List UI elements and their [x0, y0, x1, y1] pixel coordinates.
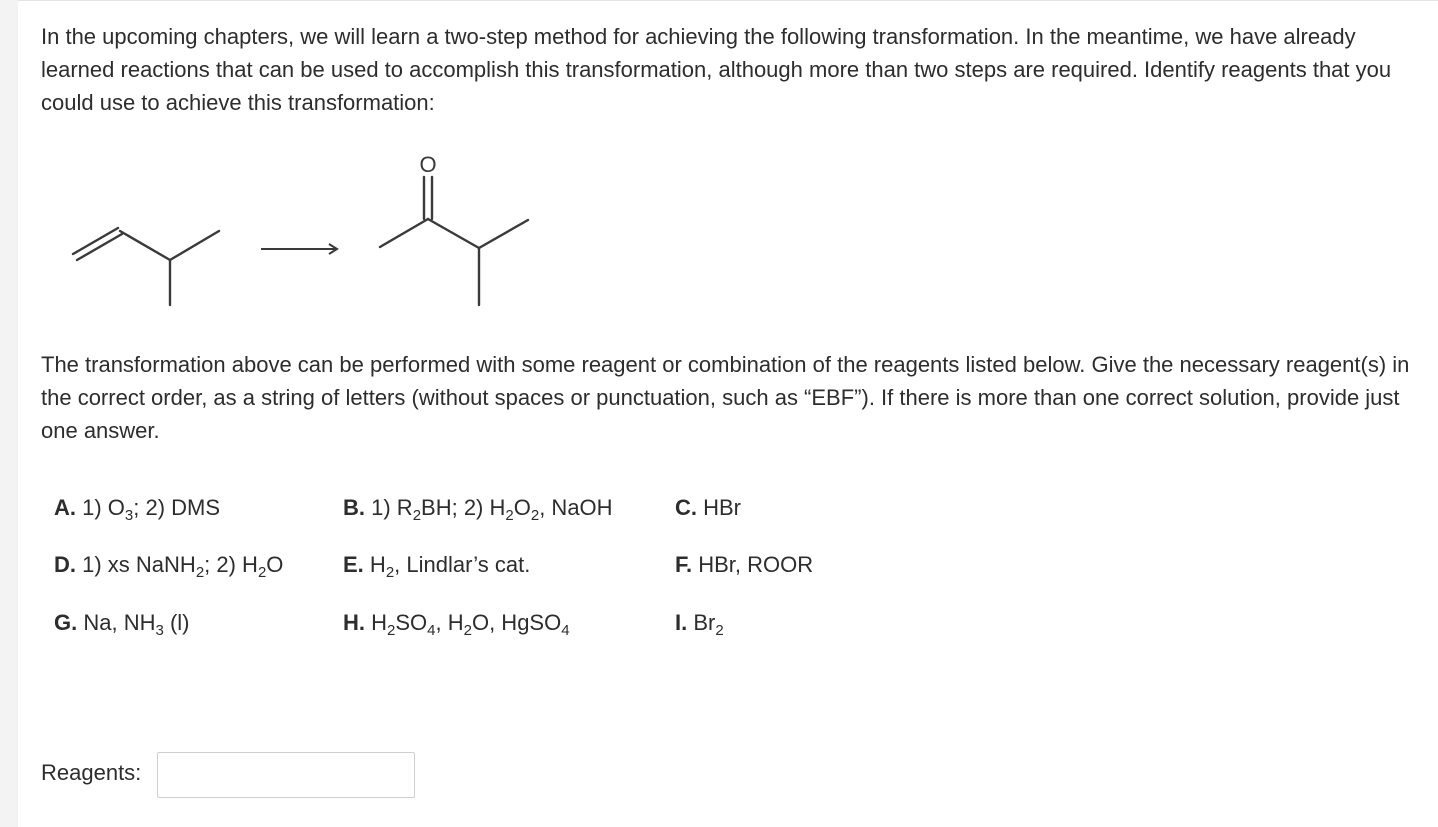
reagent-text: HBr, ROOR	[698, 552, 814, 577]
reagent-text: ; 2) DMS	[133, 495, 221, 520]
reagent-subscript: 2	[195, 564, 205, 581]
reagent-subscript: 3	[124, 507, 134, 524]
reagent-subscript: 2	[387, 622, 396, 639]
reagent-text: , Lindlar’s cat.	[394, 552, 531, 577]
reactant-structure	[73, 228, 219, 305]
product-bond-carbonyl-ch	[428, 219, 479, 248]
reagent-letter: I.	[675, 610, 688, 635]
reagent-text: Na, NH	[83, 610, 156, 635]
reagent-text: 1) R	[371, 495, 413, 520]
reaction-scheme	[48, 149, 548, 311]
reagent-text: Br	[693, 610, 716, 635]
reagent-option	[343, 608, 570, 638]
reagent-letter: D.	[54, 552, 76, 577]
reactant-bond-ch-methyl	[170, 231, 219, 260]
product-bond-methyl-carbonyl	[380, 219, 428, 247]
reagent-subscript: 2	[505, 507, 514, 524]
reagent-text: , NaOH	[539, 495, 613, 520]
reagent-letter: H.	[343, 610, 365, 635]
question-panel	[18, 0, 1438, 827]
reagent-text: O	[266, 552, 284, 577]
reagent-subscript: 4	[561, 622, 570, 639]
reagent-text: SO	[395, 610, 428, 635]
reagent-text: (l)	[163, 610, 190, 635]
reagent-option	[343, 493, 613, 523]
question-intro: In the upcoming chapters, we will learn a two-step method for achieving the following transformation. In the meantime, we have already learned reactions that can be used to accomplish this transformation, although more than two steps are required. Identify reagents that you could use to achieve this transformation:	[41, 24, 1392, 115]
reagent-text: BH; 2) H	[421, 495, 506, 520]
reagent-letter: G.	[54, 610, 78, 635]
product-structure	[380, 177, 528, 305]
reagent-subscript: 2	[385, 564, 395, 581]
reagent-letter: E.	[343, 552, 364, 577]
reagent-text: , H	[435, 610, 464, 635]
reagent-letter: B.	[343, 495, 365, 520]
reagent-text: O, HgSO	[471, 610, 562, 635]
reagent-option	[54, 493, 220, 523]
reagent-text: H	[369, 552, 386, 577]
reagents-input[interactable]	[157, 752, 415, 798]
reagent-letter: F.	[675, 552, 693, 577]
reagent-subscript: 2	[715, 622, 724, 639]
reagent-subscript: 2	[530, 507, 540, 524]
question-instructions: The transformation above can be performed with some reagent or combination of the reagents listed below. Give the necessary reagent(s) in the correct order, as a string of letters (without spaces or punctuation, such as “EBF”). If there is more than one correct solution, provide just one answer.	[41, 352, 1410, 443]
product-oxygen-label: O	[419, 152, 437, 177]
reagent-text: O	[513, 495, 531, 520]
reagent-subscript: 2	[412, 507, 422, 524]
product-bond-ch-methyl	[479, 220, 528, 248]
reagent-text: HBr	[703, 495, 742, 520]
reagents-label: Reagents:	[41, 760, 142, 785]
reagent-option	[675, 550, 813, 580]
reactant-bond-ch2-ch	[120, 231, 170, 260]
reagent-option	[343, 550, 530, 580]
reagent-subscript: 2	[463, 622, 472, 639]
reagent-option	[675, 608, 724, 638]
reagent-option	[54, 608, 189, 638]
reagent-text: 1) xs NaNH	[82, 552, 196, 577]
reagent-subscript: 3	[155, 622, 164, 639]
reagent-subscript: 4	[427, 622, 436, 639]
reagent-text: ; 2) H	[204, 552, 258, 577]
reagent-subscript: 2	[257, 564, 267, 581]
reagent-option	[675, 493, 741, 523]
reaction-arrow	[261, 244, 337, 254]
reagent-letter: C.	[675, 495, 697, 520]
reagent-text: 1) O	[82, 495, 125, 520]
reagent-option	[54, 550, 283, 580]
reagent-text: H	[371, 610, 388, 635]
reagent-letter: A.	[54, 495, 76, 520]
